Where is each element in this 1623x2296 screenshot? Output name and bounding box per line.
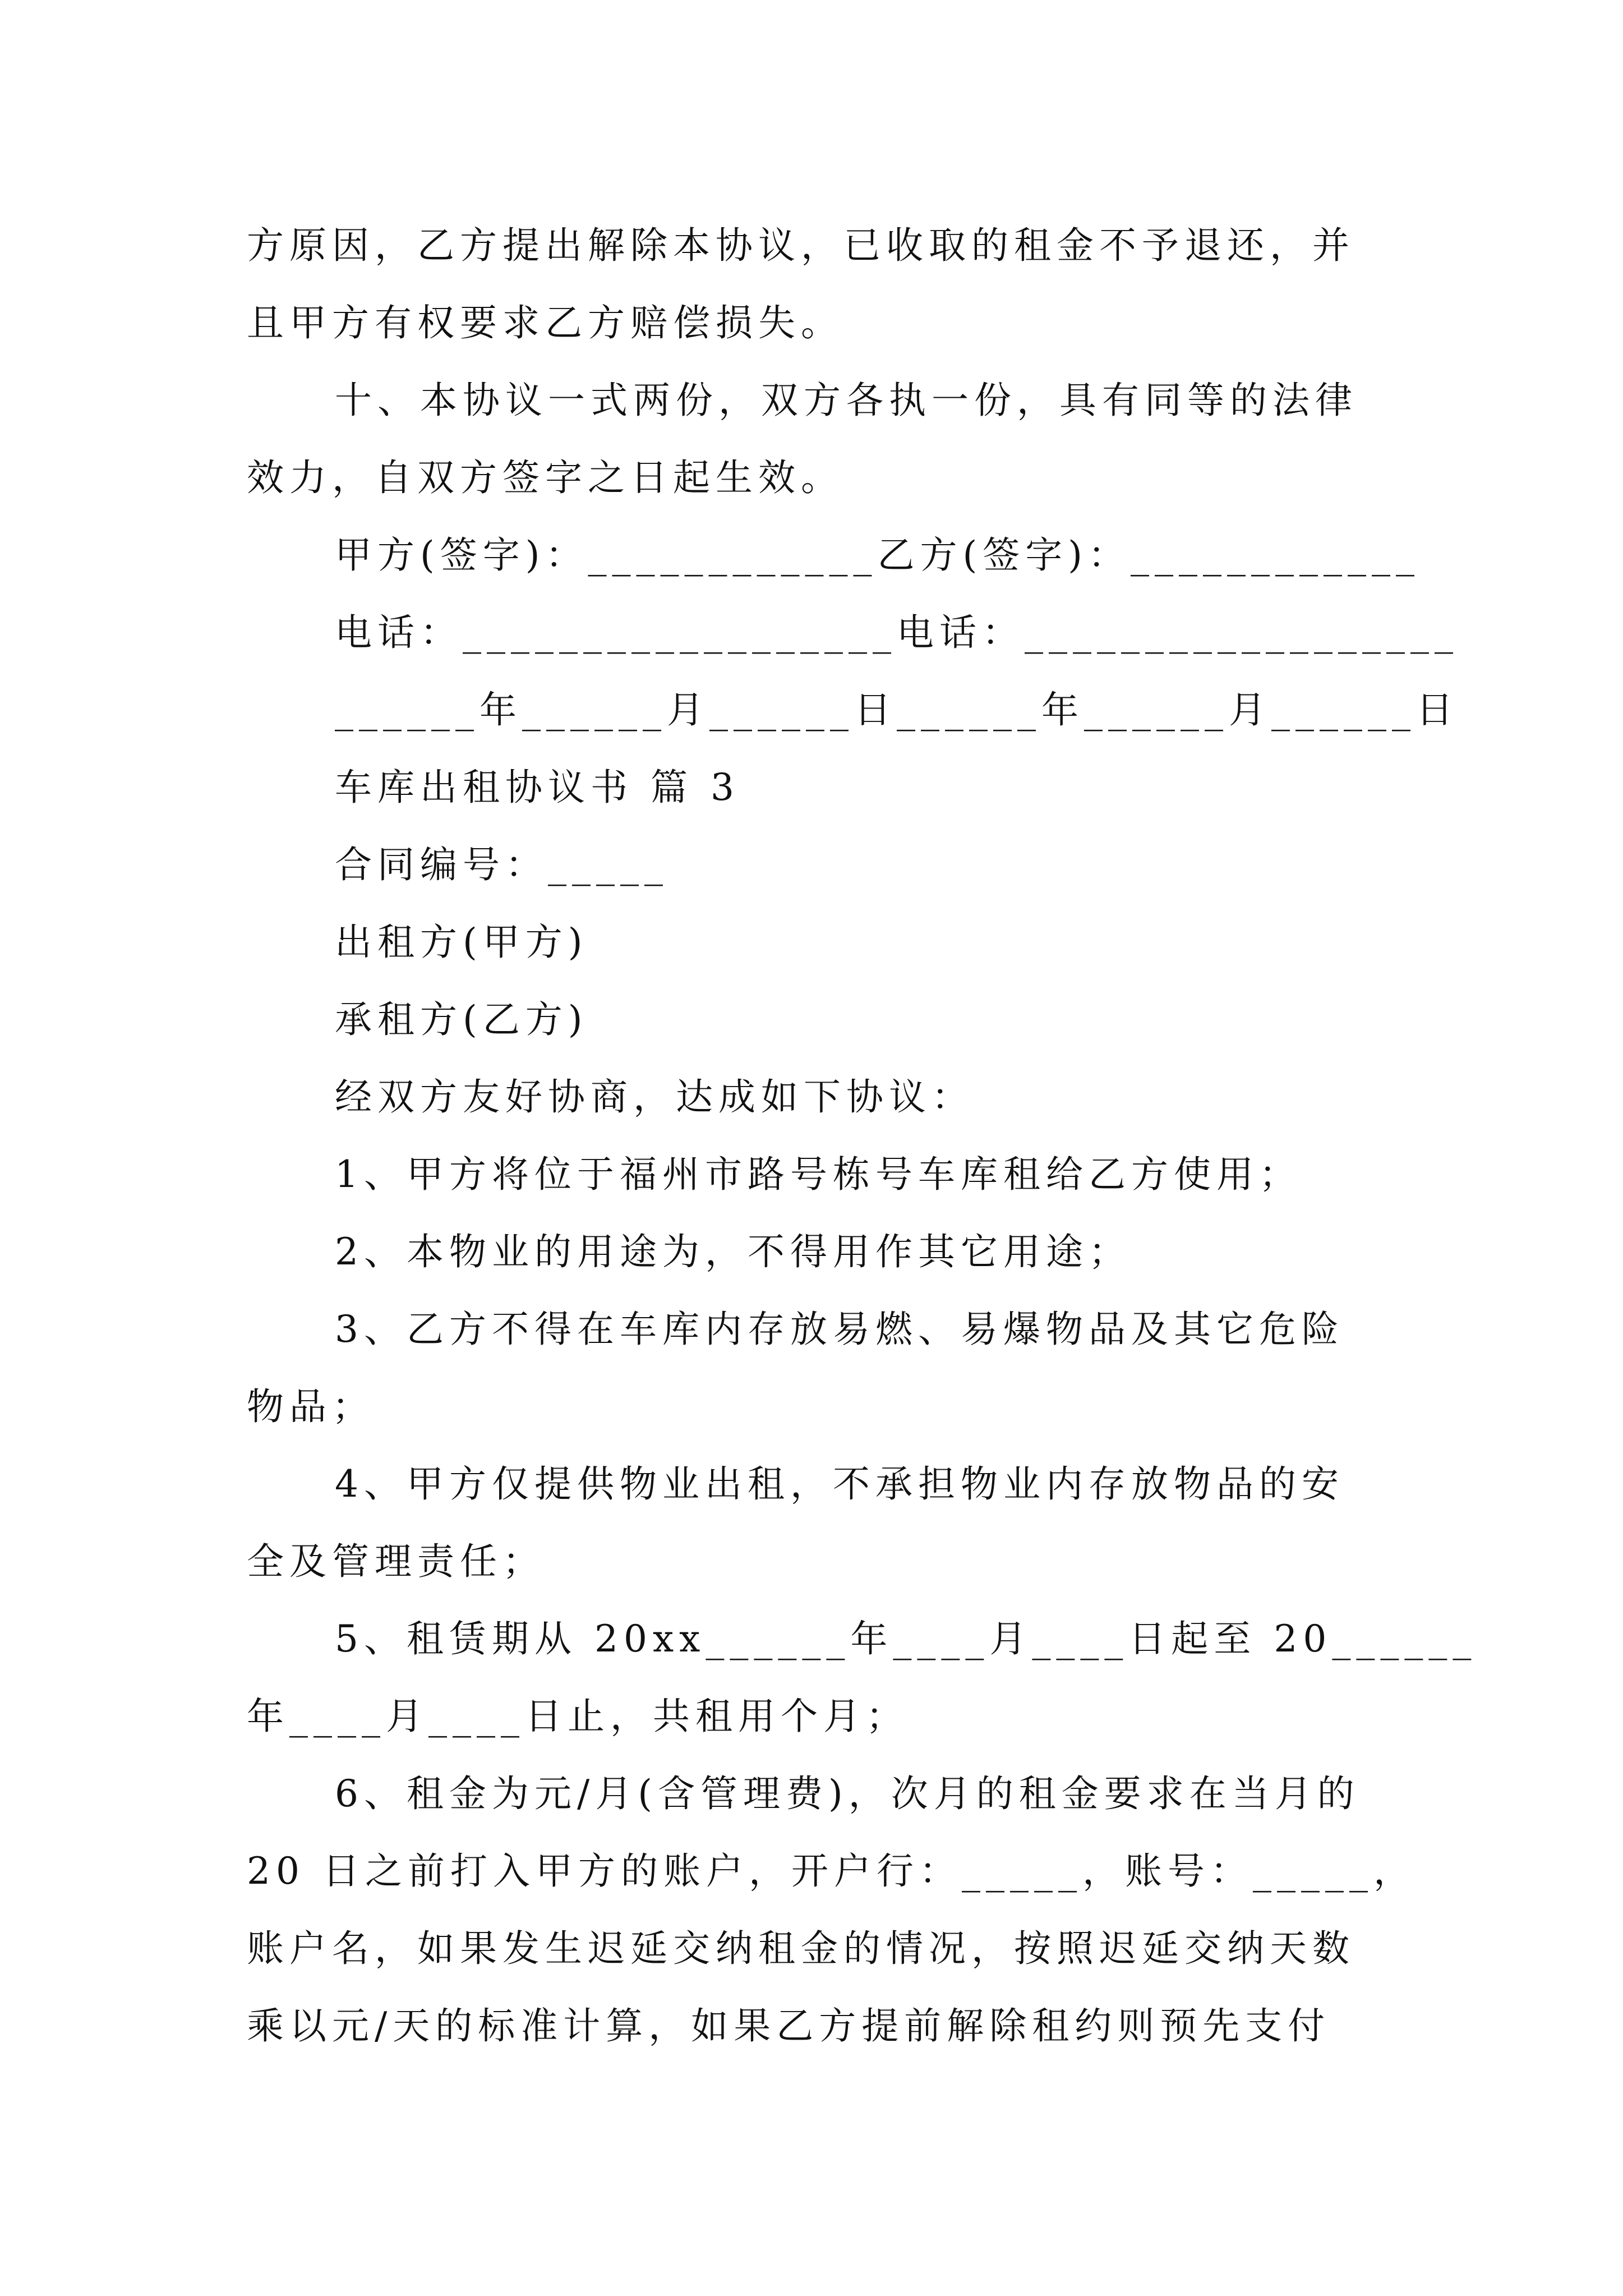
text-line: 方原因，乙方提出解除本协议，已收取的租金不予退还，并	[247, 224, 1355, 267]
text-line: 物品；	[247, 1385, 375, 1428]
text-line: 十、本协议一式两份，双方各执一份，具有同等的法律	[335, 379, 1358, 422]
signature-line: 甲方(签字)：____________乙方(签字)：____________	[335, 533, 1420, 577]
section-title: 车库出租协议书 篇 3	[335, 766, 740, 809]
lessee-line: 承租方(乙方)	[335, 998, 588, 1041]
text-line: 账户名，如果发生迟延交纳租金的情况，按照迟延交纳天数	[247, 1927, 1355, 1970]
text-line: 效力，自双方签字之日起生效。	[247, 456, 843, 499]
text-line: 20 日之前打入甲方的账户，开户行：_____，账号：_____，	[247, 1849, 1416, 1893]
text-line: 2、本物业的用途为，不得用作其它用途；	[335, 1230, 1131, 1273]
phone-line: 电话：__________________电话：__________________	[335, 611, 1459, 654]
lessor-line: 出租方(甲方)	[335, 921, 588, 964]
text-line: 乘以元/天的标准计算，如果乙方提前解除租约则预先支付	[247, 2004, 1331, 2047]
date-line: ______年______月______日______年______月______日	[335, 688, 1459, 731]
text-line: 全及管理责任；	[247, 1540, 545, 1583]
text-line: 6、租金为元/月(含管理费)，次月的租金要求在当月的	[335, 1772, 1360, 1815]
text-line: 经双方友好协商，达成如下协议：	[335, 1075, 974, 1119]
text-line: 3、乙方不得在车库内存放易燃、易爆物品及其它危险	[335, 1308, 1344, 1351]
text-line: 且甲方有权要求乙方赔偿损失。	[247, 301, 843, 344]
text-line: 5、租赁期从 20xx______年____月____日起至 20______	[335, 1617, 1477, 1660]
text-line: 4、甲方仅提供物业出租，不承担物业内存放物品的安	[335, 1462, 1344, 1506]
contract-number-line: 合同编号：_____	[335, 843, 668, 886]
text-line: 年____月____日止，共租用个月；	[247, 1695, 909, 1738]
text-line: 1、甲方将位于福州市路号栋号车库租给乙方使用；	[335, 1153, 1302, 1196]
